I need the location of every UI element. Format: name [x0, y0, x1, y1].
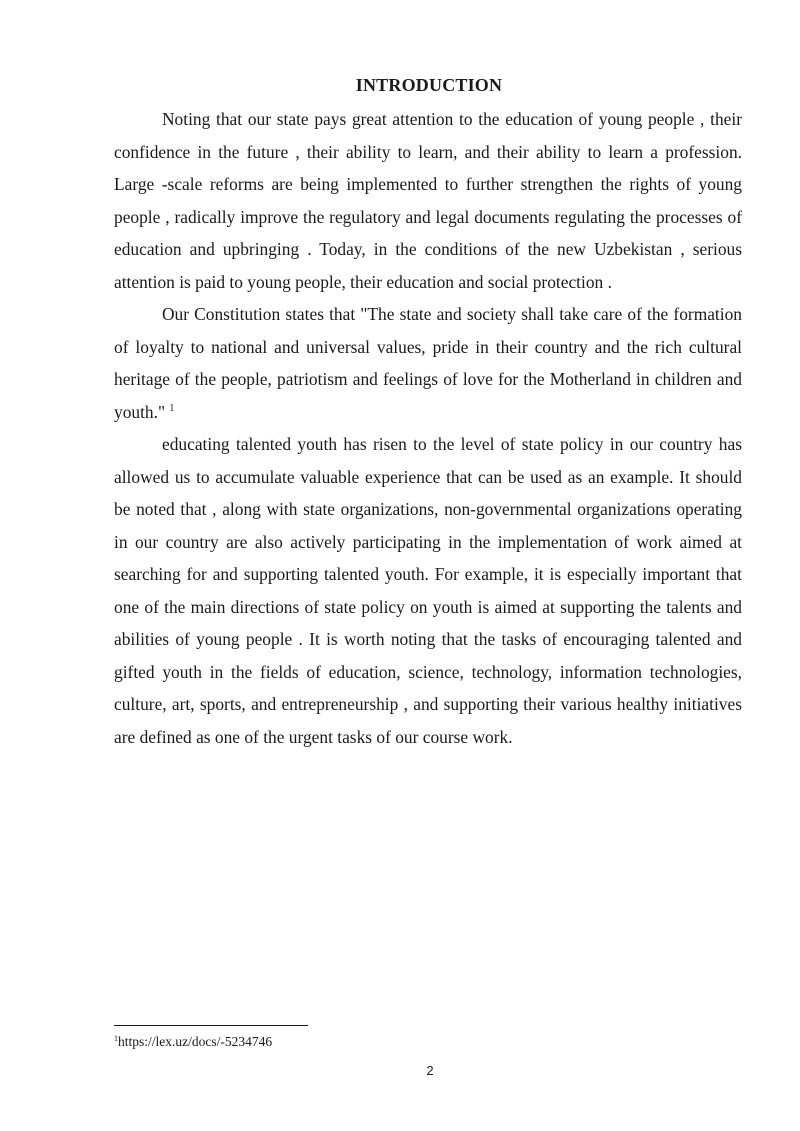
body-text — [114, 103, 742, 753]
footnote-link[interactable]: https://lex.uz/docs/-5234746 — [118, 1034, 273, 1049]
footnote — [114, 1034, 272, 1050]
paragraph-intro: Noting that our state pays great attention to the education of young people , their confidence in the future , their ability to learn, and their ability to learn a profession. Large -scale reforms are being implemented to further strengthen the rights of young people , radically improve the regulatory and legal documents regulating the processes of education and upbringing . Today, in the conditions of the new Uzbekistan , serious attention is paid to young people, their education and social protection . — [114, 109, 742, 292]
paragraph-constitution — [114, 298, 742, 428]
page-number: 2 — [426, 1063, 434, 1078]
footnote-reference[interactable]: 1 — [169, 402, 175, 414]
footnote-separator — [114, 1025, 308, 1026]
paragraph-constitution-text: Our Constitution states that "The state and society shall take care of the formation of loyalty to national and universal values, pride in their country and the rich cultural heritage of the people, patriotism and feelings of love for the Motherland in children and youth." — [114, 304, 742, 422]
page-heading: INTRODUCTION — [355, 75, 503, 95]
paragraph-talented-youth: educating talented youth has risen to the level of state policy in our country has allowed us to accumulate valuable experience that can be used as an example. It should be noted that , along with state organizations, non-governmental organizations operating in our country are also actively participating in the implementation of work aimed at searching for and supporting talented youth. For example, it is especially important that one of the main directions of state policy on youth is aimed at supporting the talents and abilities of young people . It is worth noting that the tasks of encouraging talented and gifted youth in the fields of education, science, technology, information technologies, culture, art, sports, and entrepreneurship , and supporting their various healthy initiatives are defined as one of the urgent tasks of our course work. — [114, 434, 742, 747]
footnote-mark: 1 — [114, 1034, 118, 1043]
